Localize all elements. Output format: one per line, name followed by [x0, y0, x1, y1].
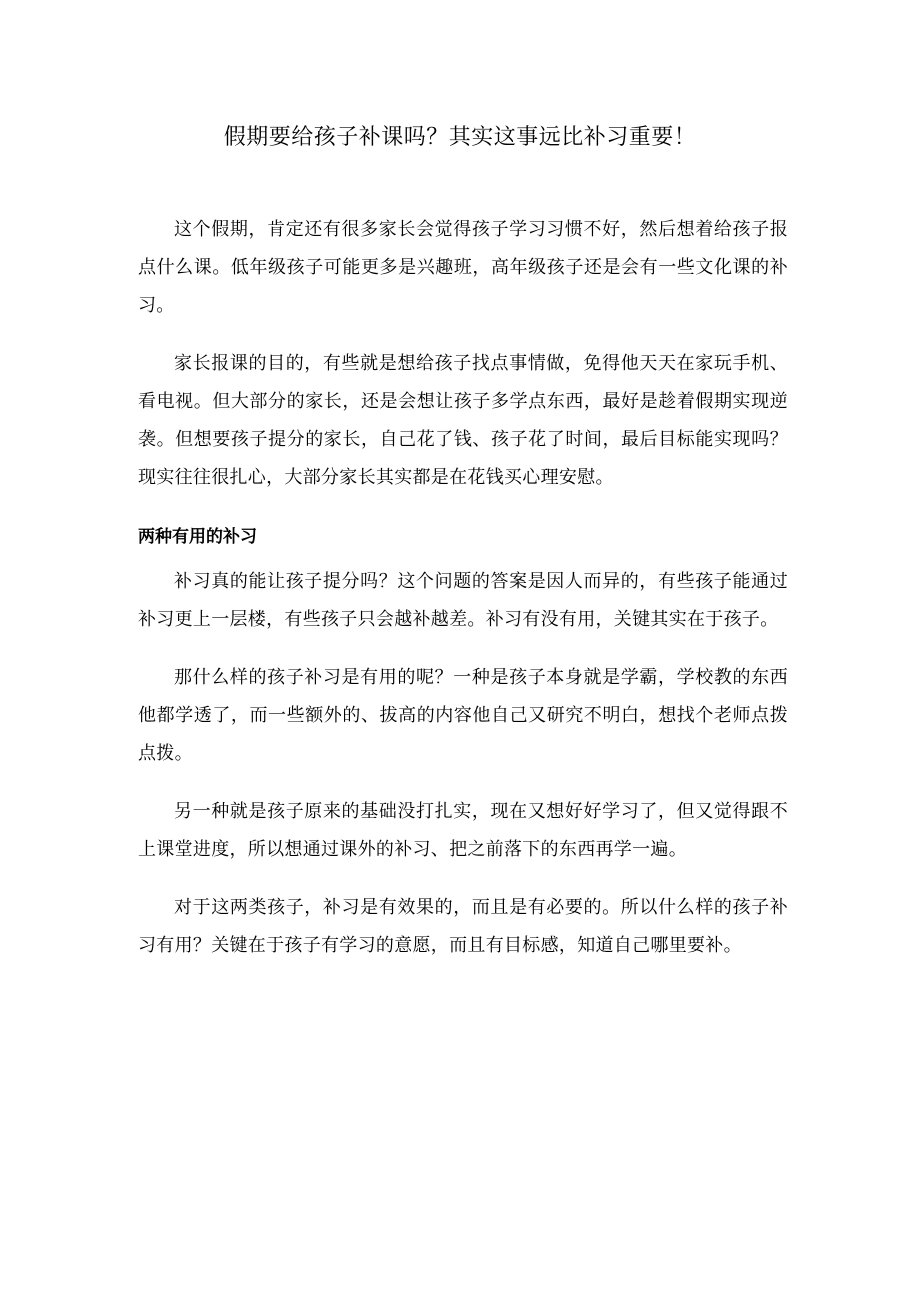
document-title: 假期要给孩子补课吗？其实这事远比补习重要！	[223, 125, 697, 150]
paragraph-intro-1: 这个假期，肯定还有很多家长会觉得孩子学习习惯不好，然后想着给孩子报点什么课。低年级孩子可能更多是兴趣班，高年级孩子还是会有一些文化课的补习。	[138, 219, 788, 316]
paragraph-section-1: 补习真的能让孩子提分吗？这个问题的答案是因人而异的，有些孩子能通过补习更上一层楼，有些孩子只会越补越差。补习有没有用，关键其实在于孩子。	[138, 571, 788, 630]
paragraph-section-4: 对于这两类孩子，补习是有效果的，而且是有必要的。所以什么样的孩子补习有用？关键在于孩子有学习的意愿，而且有目标感，知道自己哪里要补。	[138, 897, 788, 956]
document-body	[138, 211, 788, 985]
paragraph-section-2: 那什么样的孩子补习是有用的呢？一种是孩子本身就是学霸，学校教的东西他都学透了，而一些额外的、拔高的内容他自己又研究不明白，想找个老师点拨点拨。	[138, 667, 788, 764]
paragraph-intro-2: 家长报课的目的，有些就是想给孩子找点事情做，免得他天天在家玩手机、看电视。但大部分的家长，还是会想让孩子多学点东西，最好是趁着假期实现逆袭。但想要孩子提分的家长，自己花了钱、孩子花了时间，最后目标能实现吗？现实往往很扎心，大部分家长其实都是在花钱买心理安慰。	[138, 353, 788, 488]
section-heading: 两种有用的补习	[138, 527, 257, 547]
paragraph-section-3: 另一种就是孩子原来的基础没打扎实，现在又想好好学习了，但又觉得跟不上课堂进度，所以想通过课外的补习、把之前落下的东西再学一遍。	[138, 801, 788, 860]
